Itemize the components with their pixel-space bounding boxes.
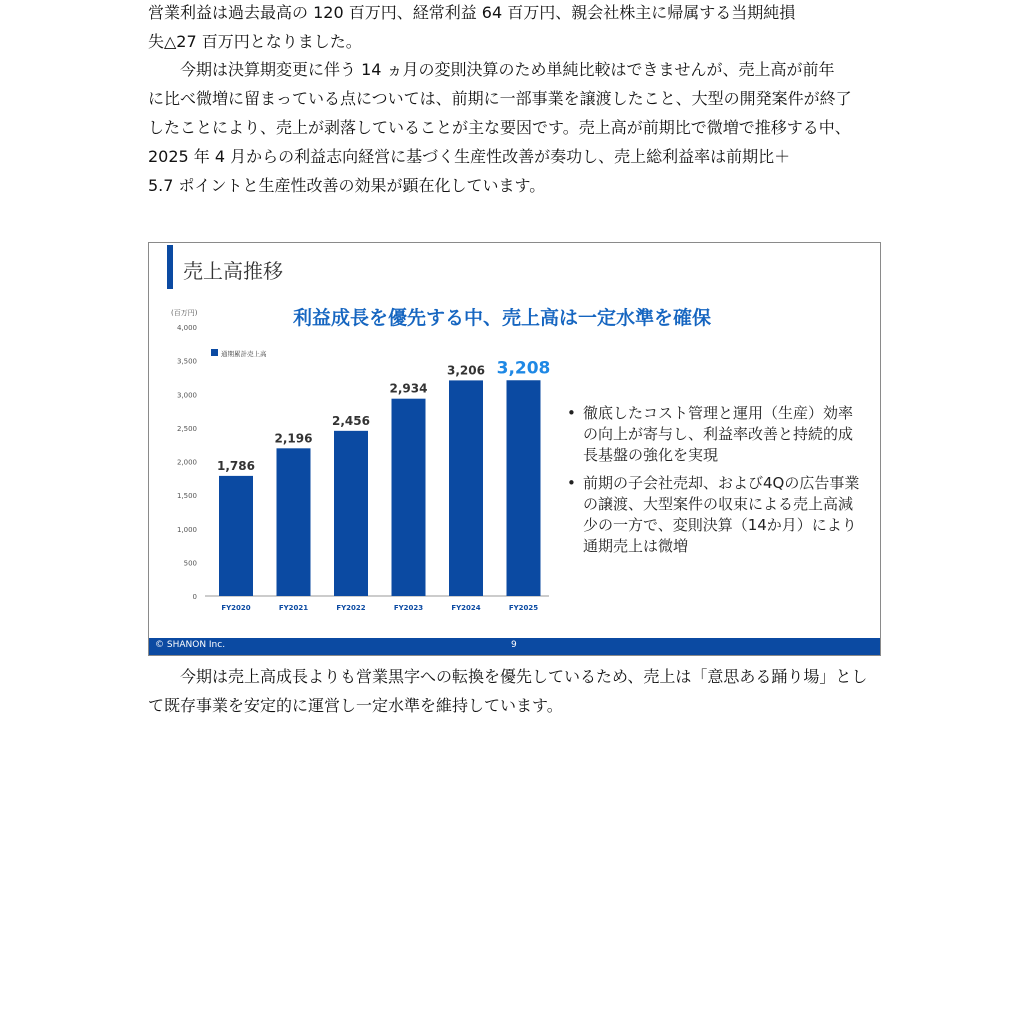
y-axis-unit-label: (百万円) [171,309,198,317]
y-tick-label: 4,000 [176,324,197,332]
x-tick-label: FY2020 [221,604,251,612]
paragraph-line: したことにより、売上が剥落していることが主な要因です。売上高が前期比で微増で推移する中、 [148,118,851,137]
bar-value-label: 1,786 [217,458,255,473]
bar-value-label: 2,934 [389,381,428,396]
y-tick-label: 1,000 [176,525,197,534]
bullet-item: • 徹底したコスト管理と運用（生産）効率の向上が寄与し、利益率改善と持続的成長基盤の強化を実現 [565,403,865,466]
x-tick-label: FY2021 [278,604,309,612]
paragraph-line: 営業利益は過去最高の 120 百万円、経常利益 64 百万円、親会社株主に帰属する当期純損 [148,3,796,22]
y-tick-label: 0 [192,593,197,601]
paragraph-line: に比べ微増に留まっている点については、前期に一部事業を譲渡したこと、大型の開発案件が終了 [148,89,852,108]
x-tick-label: FY2023 [393,604,424,612]
y-tick-label: 2,000 [176,458,197,467]
y-tick-label: 2,500 [176,424,197,433]
y-tick-label: 3,500 [176,357,197,366]
y-tick-label: 500 [183,559,197,568]
paragraph-2 [148,55,888,200]
paragraph-line: 今期は決算期変更に伴う 14 ヵ月の変則決算のため単純比較はできませんが、売上高が前年 [180,60,835,79]
paragraph-line: 2025 年 4 月からの利益志向経営に基づく生産性改善が奏功し、売上総利益率は前期比＋ [148,147,791,166]
bar [219,476,253,596]
slide-headline: 利益成長を優先する中、売上高は一定水準を確保 [293,307,712,329]
bullet-item: • 前期の子会社売却、および4Qの広告事業の譲渡、大型案件の収束による売上高減少の一方で、変則決算（14か月）により通期売上は微増 [565,473,865,557]
paragraph-line: 失△27 百万円となりました。 [148,32,362,51]
bar-value-label: 3,208 [496,358,551,379]
x-tick-label: FY2024 [451,604,481,612]
footer-copyright: © SHANON Inc. [155,640,226,650]
x-tick-label: FY2022 [336,604,366,612]
y-tick-label: 3,000 [176,391,197,400]
bar-value-label: 2,196 [274,431,313,446]
bar-value-label: 3,206 [447,363,485,378]
bar [507,380,541,596]
slide-footer [149,638,880,655]
paragraph-line: 5.7 ポイントと生産性改善の効果が顕在化しています。 [148,176,546,195]
bar-value-label: 2,456 [332,413,370,428]
embedded-slide [148,242,881,656]
legend-swatch [211,349,218,356]
y-tick-label: 1,500 [176,492,197,501]
paragraph-line: 今期は売上高成長よりも営業黒字への転換を優先しているため、売上は「意思ある踊り場」とし [180,667,868,686]
bar [277,448,311,596]
legend-label: 通期累計売上高 [221,350,267,358]
bar [334,431,368,596]
bar [449,380,483,596]
paragraph-1 [148,0,888,56]
footer-page-number: 9 [511,640,517,650]
paragraph-line: て既存事業を安定的に運営し一定水準を維持しています。 [148,696,563,715]
revenue-bar-chart [149,243,559,638]
bar [392,399,426,596]
paragraph-3 [148,662,888,720]
bullet-list [565,403,865,564]
x-tick-label: FY2025 [508,604,539,612]
slide-title: 売上高推移 [183,259,283,283]
